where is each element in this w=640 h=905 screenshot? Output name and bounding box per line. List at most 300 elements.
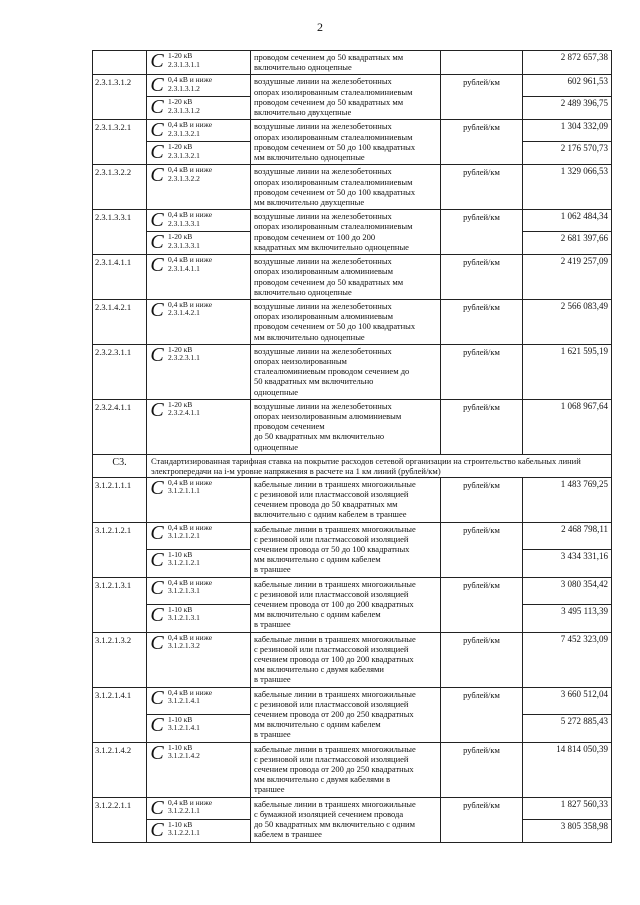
rate-value: 3 660 512,04 (523, 688, 611, 715)
voltage-range: 0,4 кВ и ниже (168, 255, 213, 265)
section-c3-row (92, 455, 612, 478)
rate-value: 2 419 257,09 (560, 256, 608, 267)
voltage-level (147, 75, 250, 97)
rate-value: 3 805 358,98 (560, 820, 608, 831)
voltage-index: 2.3.1.3.3.1 (168, 218, 200, 228)
row-values (523, 798, 611, 842)
voltage-label (165, 98, 200, 115)
voltage-label (165, 301, 212, 318)
rate-value: 2 489 396,75 (560, 98, 608, 109)
voltage-label (165, 256, 212, 273)
c-symbol: C (150, 631, 164, 654)
voltage-level (147, 120, 250, 142)
voltage-index: 3.1.2.2.1.1 (168, 806, 200, 816)
row-code: 3.1.2.1.1.1 (93, 478, 147, 522)
description-line: проводом сечением от 50 до 100 квадратных (254, 321, 416, 332)
description-line: воздушные линии на железобетонных (254, 300, 392, 311)
description-line: сечением провода до 50 квадратных мм (254, 499, 398, 510)
row-description (251, 688, 441, 742)
row-description (251, 75, 441, 119)
c-symbol: C (150, 548, 164, 571)
voltage-level (147, 798, 250, 820)
section-description: Стандартизированная тарифная ставка на покрытие расходов сетевой организации на строительство кабельных линий электропередачи на i-м уровне напряжения в расчете на 1 км линий (рублей/км) (151, 455, 581, 476)
voltage-cell (147, 798, 251, 842)
voltage-label (165, 52, 200, 69)
rate-value: 5 272 885,43 (560, 715, 608, 726)
description-line: мм включительно одноцепные (254, 152, 365, 162)
voltage-index: 3.1.2.2.1.1 (168, 828, 200, 838)
rate-value: 3 434 331,16 (560, 550, 608, 561)
c-symbol: C (150, 398, 164, 421)
table-row (92, 743, 612, 798)
voltage-cell (147, 120, 251, 164)
voltage-level (147, 605, 250, 632)
voltage-range: 0,4 кВ и ниже (168, 632, 213, 642)
voltage-label (165, 634, 212, 651)
voltage-range: 0,4 кВ и ниже (168, 687, 213, 697)
description-line: одноцепные (254, 386, 299, 397)
description-line: с резиновой или пластмассовой изоляцией (254, 698, 409, 709)
row-unit: рублей/км (441, 578, 523, 632)
table-rows-bottom (92, 478, 612, 843)
voltage-index: 3.1.2.1.2.1 (168, 558, 200, 568)
voltage-cell (147, 400, 251, 454)
row-code: 2.3.2.4.1.1 (93, 400, 147, 454)
voltage-range: 0,4 кВ и ниже (168, 299, 213, 309)
row-unit: рублей/км (441, 400, 523, 454)
voltage-cell (147, 255, 251, 299)
rate-value: 1 621 595,19 (560, 345, 608, 356)
row-values (523, 688, 611, 742)
description-line: с резиновой или пластмассовой изоляцией (254, 533, 409, 544)
description-line: включительно двухцепные (254, 107, 352, 117)
description-line: включительно одноцепные (254, 62, 352, 73)
description-line: сечением провода от 200 до 250 квадратных (254, 708, 414, 719)
voltage-cell (147, 165, 251, 209)
description-line: проводом сечением от 100 до 200 (254, 231, 376, 242)
rate-value: 1 068 967,64 (560, 400, 608, 411)
voltage-index: 3.1.2.1.3.1 (168, 586, 200, 596)
description-line: опорах изолированным сталеалюминиевым (254, 221, 413, 232)
voltage-index: 3.1.2.1.4.1 (168, 723, 200, 733)
description-line: проводом сечением от 50 до 100 квадратных (254, 186, 416, 197)
voltage-level (147, 550, 250, 577)
table-row (92, 478, 612, 523)
description-line: включительно одноцепные (254, 286, 352, 297)
description-line: мм включительно с одним кабелем (254, 719, 381, 730)
description-line: в траншее (254, 564, 291, 575)
rate-value: 3 495 113,39 (561, 605, 608, 616)
voltage-range: 0,4 кВ и ниже (168, 577, 213, 587)
c-symbol: C (150, 50, 164, 72)
voltage-index: 3.1.2.1.3.1 (168, 613, 200, 623)
voltage-cell (147, 75, 251, 119)
voltage-cell (147, 578, 251, 632)
voltage-index: 3.1.2.1.4.1 (168, 696, 200, 706)
voltage-label (165, 716, 200, 733)
description-line: мм включительно с одним кабелем (254, 609, 381, 620)
description-line: кабельные линии в траншеях многожильные (254, 578, 416, 589)
row-code: 2.3.1.3.3.1 (93, 210, 147, 254)
description-line: квадратных мм включительно одноцепные (254, 241, 409, 252)
voltage-range: 0,4 кВ и ниже (168, 120, 213, 130)
row-values (523, 400, 611, 454)
description-line: 50 квадратных мм включительно (254, 376, 374, 387)
voltage-index: 3.1.2.1.2.1 (168, 531, 200, 541)
voltage-label (165, 799, 212, 816)
description-line: кабельные линии в траншеях многожильные (254, 478, 416, 489)
description-line: сечением провода от 50 до 100 квадратных (254, 543, 410, 554)
c-symbol: C (150, 796, 164, 819)
voltage-cell (147, 210, 251, 254)
rate-value: 1 483 769,25 (560, 478, 608, 489)
row-description (251, 345, 441, 399)
description-line: опорах неизолированным (254, 355, 347, 366)
voltage-cell (147, 743, 251, 797)
row-values (523, 120, 611, 164)
page-number: 2 (317, 20, 323, 34)
voltage-index: 2.3.1.3.3.1 (168, 240, 200, 250)
row-values (523, 523, 611, 577)
rate-value: 2 566 083,49 (560, 300, 608, 311)
voltage-label (165, 211, 212, 228)
voltage-label (165, 821, 200, 838)
voltage-label (165, 233, 200, 250)
description-line: сечением провода от 100 до 200 квадратных (254, 653, 414, 664)
row-unit: рублей/км (441, 478, 523, 522)
voltage-level (147, 633, 250, 687)
description-line: в траншее (254, 674, 291, 685)
voltage-index: 2.3.1.4.2.1 (168, 308, 200, 318)
row-code: 3.1.2.1.4.2 (93, 743, 147, 797)
voltage-cell (147, 633, 251, 687)
voltage-label (165, 744, 200, 761)
voltage-cell (147, 300, 251, 344)
voltage-index: 2.3.1.3.1.2 (168, 83, 200, 93)
voltage-range: 1-20 кВ (168, 97, 193, 107)
table-row (92, 210, 612, 255)
row-code: 3.1.2.1.4.1 (93, 688, 147, 742)
row-description (251, 478, 441, 522)
c-symbol: C (150, 141, 164, 164)
description-line: проводом сечением до 50 квадратных мм (254, 96, 404, 107)
c-symbol: C (150, 603, 164, 626)
rate-value: 1 827 560,33 (523, 798, 611, 820)
table-rows-top (92, 50, 612, 455)
voltage-level (147, 478, 250, 522)
row-description (251, 120, 441, 164)
voltage-range: 1-20 кВ (168, 232, 193, 242)
voltage-label (165, 76, 212, 93)
description-line: до 50 квадратных мм включительно (254, 431, 385, 442)
voltage-level (147, 345, 250, 399)
voltage-label (165, 579, 212, 596)
voltage-label (165, 401, 200, 418)
rate-value: 3 080 354,42 (523, 578, 611, 605)
description-line: в траншее (254, 729, 291, 740)
row-unit: рублей/км (441, 743, 523, 797)
c-symbol: C (150, 686, 164, 709)
row-values (523, 578, 611, 632)
voltage-cell (147, 51, 251, 74)
table-row (92, 688, 612, 743)
row-values (523, 75, 611, 119)
section-code: С3. (93, 455, 147, 477)
voltage-range: 0,4 кВ и ниже (168, 165, 213, 175)
description-line: кабелем в траншее (254, 829, 322, 840)
voltage-cell (147, 478, 251, 522)
rate-value: 1 304 332,09 (523, 120, 611, 142)
voltage-range: 1-10 кВ (168, 819, 193, 829)
voltage-level (147, 300, 250, 344)
c-symbol: C (150, 741, 164, 764)
row-description (251, 578, 441, 632)
table-row (92, 523, 612, 578)
voltage-level (147, 715, 250, 742)
row-values (523, 743, 611, 797)
row-description (251, 400, 441, 454)
table-row (92, 400, 612, 455)
voltage-range: 1-10 кВ (168, 714, 193, 724)
row-description (251, 300, 441, 344)
row-code: 2.3.1.4.2.1 (93, 300, 147, 344)
description-line: сечением провода от 200 до 250 квадратных (254, 763, 414, 774)
row-code: 2.3.2.3.1.1 (93, 345, 147, 399)
row-unit: рублей/км (441, 345, 523, 399)
voltage-label (165, 166, 212, 183)
row-description (251, 51, 441, 74)
voltage-level (147, 255, 250, 299)
table-row (92, 255, 612, 300)
voltage-label (165, 689, 212, 706)
description-line: кабельные линии в траншеях многожильные (254, 523, 416, 534)
voltage-index: 2.3.1.3.2.2 (168, 173, 200, 183)
voltage-range: 0,4 кВ и ниже (168, 75, 213, 85)
table-row (92, 300, 612, 345)
description-line: мм включительно одноцепные (254, 331, 365, 342)
row-unit: рублей/км (441, 798, 523, 842)
rate-value: 2 468 798,11 (523, 523, 611, 550)
voltage-index: 3.1.2.1.3.2 (168, 641, 200, 651)
rate-value: 2 681 397,66 (560, 233, 608, 244)
description-line: воздушные линии на железобетонных (254, 166, 392, 177)
rate-value: 2 872 657,38 (560, 52, 608, 62)
description-line: мм включительно с двумя кабелями (254, 664, 384, 675)
row-code: 2.3.1.4.1.1 (93, 255, 147, 299)
tariff-table (92, 50, 612, 843)
row-description (251, 523, 441, 577)
description-line: воздушные линии на железобетонных (254, 345, 392, 356)
rate-value: 7 452 323,09 (560, 633, 608, 644)
voltage-range: 1-10 кВ (168, 549, 193, 559)
rate-value: 602 961,53 (523, 75, 611, 97)
description-line: проводом сечением от 50 до 100 квадратных (254, 141, 416, 152)
c-symbol: C (150, 713, 164, 736)
c-symbol: C (150, 576, 164, 599)
row-code: 2.3.1.3.2.1 (93, 120, 147, 164)
description-line: включительно с одним кабелем в траншее (254, 509, 407, 520)
voltage-index: 2.3.1.3.2.1 (168, 128, 200, 138)
description-line: опорах изолированным алюминиевым (254, 311, 393, 322)
voltage-range: 0,4 кВ и ниже (168, 797, 213, 807)
description-line: с резиновой или пластмассовой изоляцией (254, 488, 409, 499)
description-line: мм включительно с двумя кабелями в (254, 774, 391, 785)
voltage-index: 2.3.1.3.2.1 (168, 150, 200, 160)
table-row (92, 798, 612, 843)
c-symbol: C (150, 254, 164, 277)
row-code: 2.3.1.3.2.2 (93, 165, 147, 209)
row-unit: рублей/км (441, 75, 523, 119)
row-unit: рублей/км (441, 633, 523, 687)
row-unit: рублей/км (441, 165, 523, 209)
c-symbol: C (150, 96, 164, 119)
row-code: 2.3.1.3.1.2 (93, 75, 147, 119)
row-values (523, 345, 611, 399)
description-line: с резиновой или пластмассовой изоляцией (254, 643, 409, 654)
voltage-label (165, 551, 200, 568)
voltage-index: 3.1.2.1.1.1 (168, 486, 200, 496)
row-description (251, 255, 441, 299)
description-line: кабельные линии в траншеях многожильные (254, 743, 416, 754)
voltage-level (147, 743, 250, 797)
row-code: 3.1.2.1.3.2 (93, 633, 147, 687)
row-values (523, 210, 611, 254)
description-line: сечением провода от 100 до 200 квадратных (254, 598, 414, 609)
row-unit: рублей/км (441, 120, 523, 164)
table-row (92, 75, 612, 120)
voltage-range: 1-20 кВ (168, 344, 193, 354)
voltage-index: 2.3.1.3.1.1 (168, 59, 200, 69)
row-code: 3.1.2.1.2.1 (93, 523, 147, 577)
description-line: опорах изолированным сталеалюминиевым (254, 131, 413, 142)
voltage-level (147, 820, 250, 842)
c-symbol: C (150, 74, 164, 97)
voltage-label (165, 143, 200, 160)
voltage-index: 3.1.2.1.4.2 (168, 751, 200, 761)
row-unit: рублей/км (441, 688, 523, 742)
description-line: воздушные линии на железобетонных (254, 256, 392, 267)
row-description (251, 633, 441, 687)
voltage-label (165, 524, 212, 541)
voltage-range: 1-20 кВ (168, 142, 193, 152)
voltage-index: 2.3.1.3.1.2 (168, 105, 200, 115)
table-row (92, 345, 612, 400)
row-unit: рублей/км (441, 210, 523, 254)
c-symbol: C (150, 231, 164, 254)
description-line: кабельные линии в траншеях многожильные (254, 688, 416, 699)
voltage-level (147, 578, 250, 605)
row-values (523, 478, 611, 522)
row-code: 3.1.2.2.1.1 (93, 798, 147, 842)
description-line: в траншее (254, 619, 291, 630)
description-line: с бумажной изоляцией сечением провода (254, 808, 404, 819)
row-code: 3.1.2.1.3.1 (93, 578, 147, 632)
description-line: опорах неизолированным алюминиевым (254, 410, 402, 421)
voltage-level (147, 97, 250, 119)
row-values (523, 255, 611, 299)
row-unit: рублей/км (441, 255, 523, 299)
rate-value: 2 176 570,73 (560, 143, 608, 154)
voltage-level (147, 400, 250, 454)
voltage-level (147, 165, 250, 209)
voltage-level (147, 51, 250, 74)
c-symbol: C (150, 119, 164, 142)
table-row (92, 120, 612, 165)
description-line: опорах изолированным сталеалюминиевым (254, 176, 413, 187)
description-line: одноцепные (254, 441, 299, 452)
row-values (523, 51, 611, 74)
rate-value: 1 062 484,34 (523, 210, 611, 232)
voltage-label (165, 606, 200, 623)
table-row (92, 633, 612, 688)
voltage-range: 0,4 кВ и ниже (168, 477, 213, 487)
description-line: траншее (254, 784, 285, 795)
voltage-cell (147, 523, 251, 577)
row-description (251, 798, 441, 842)
voltage-range: 0,4 кВ и ниже (168, 522, 213, 532)
table-row (92, 165, 612, 210)
row-unit (441, 51, 523, 74)
description-line: опорах изолированным сталеалюминиевым (254, 86, 413, 97)
voltage-range: 0,4 кВ и ниже (168, 210, 213, 220)
voltage-index: 2.3.2.3.1.1 (168, 353, 200, 363)
row-values (523, 165, 611, 209)
c-symbol: C (150, 298, 164, 321)
c-symbol: C (150, 209, 164, 232)
description-line: мм включительно с одним кабелем (254, 554, 381, 565)
row-unit: рублей/км (441, 523, 523, 577)
description-line: воздушные линии на железобетонных (254, 211, 392, 222)
voltage-cell (147, 345, 251, 399)
voltage-level (147, 232, 250, 254)
c-symbol: C (150, 818, 164, 841)
c-symbol: C (150, 343, 164, 366)
description-line: кабельные линии в траншеях многожильные (254, 798, 416, 809)
description-line: мм включительно двухцепные (254, 197, 365, 207)
c-symbol: C (150, 521, 164, 544)
voltage-range: 1-20 кВ (168, 51, 193, 60)
row-description (251, 743, 441, 797)
voltage-range: 1-10 кВ (168, 742, 193, 752)
table-row (92, 50, 612, 75)
table-row (92, 578, 612, 633)
row-code (93, 51, 147, 74)
voltage-level (147, 142, 250, 164)
description-line: воздушные линии на железобетонных (254, 400, 392, 411)
voltage-level (147, 210, 250, 232)
description-line: кабельные линии в траншеях многожильные (254, 633, 416, 644)
row-values (523, 300, 611, 344)
description-line: проводом сечением (254, 421, 325, 432)
description-line: проводом сечением до 50 квадратных мм (254, 52, 404, 62)
voltage-range: 1-20 кВ (168, 399, 193, 409)
description-line: опорах изолированным алюминиевым (254, 266, 393, 277)
description-line: воздушные линии на железобетонных (254, 76, 392, 87)
voltage-label (165, 346, 200, 363)
voltage-label (165, 479, 212, 496)
voltage-cell (147, 688, 251, 742)
voltage-level (147, 688, 250, 715)
row-unit: рублей/км (441, 300, 523, 344)
row-description (251, 165, 441, 209)
description-line: до 50 квадратных мм включительно с одним (254, 818, 415, 829)
row-values (523, 633, 611, 687)
description-line: с резиновой или пластмассовой изоляцией (254, 588, 409, 599)
rate-value: 1 329 066,53 (560, 166, 608, 177)
voltage-range: 1-10 кВ (168, 604, 193, 614)
row-description (251, 210, 441, 254)
voltage-index: 2.3.2.4.1.1 (168, 408, 200, 418)
